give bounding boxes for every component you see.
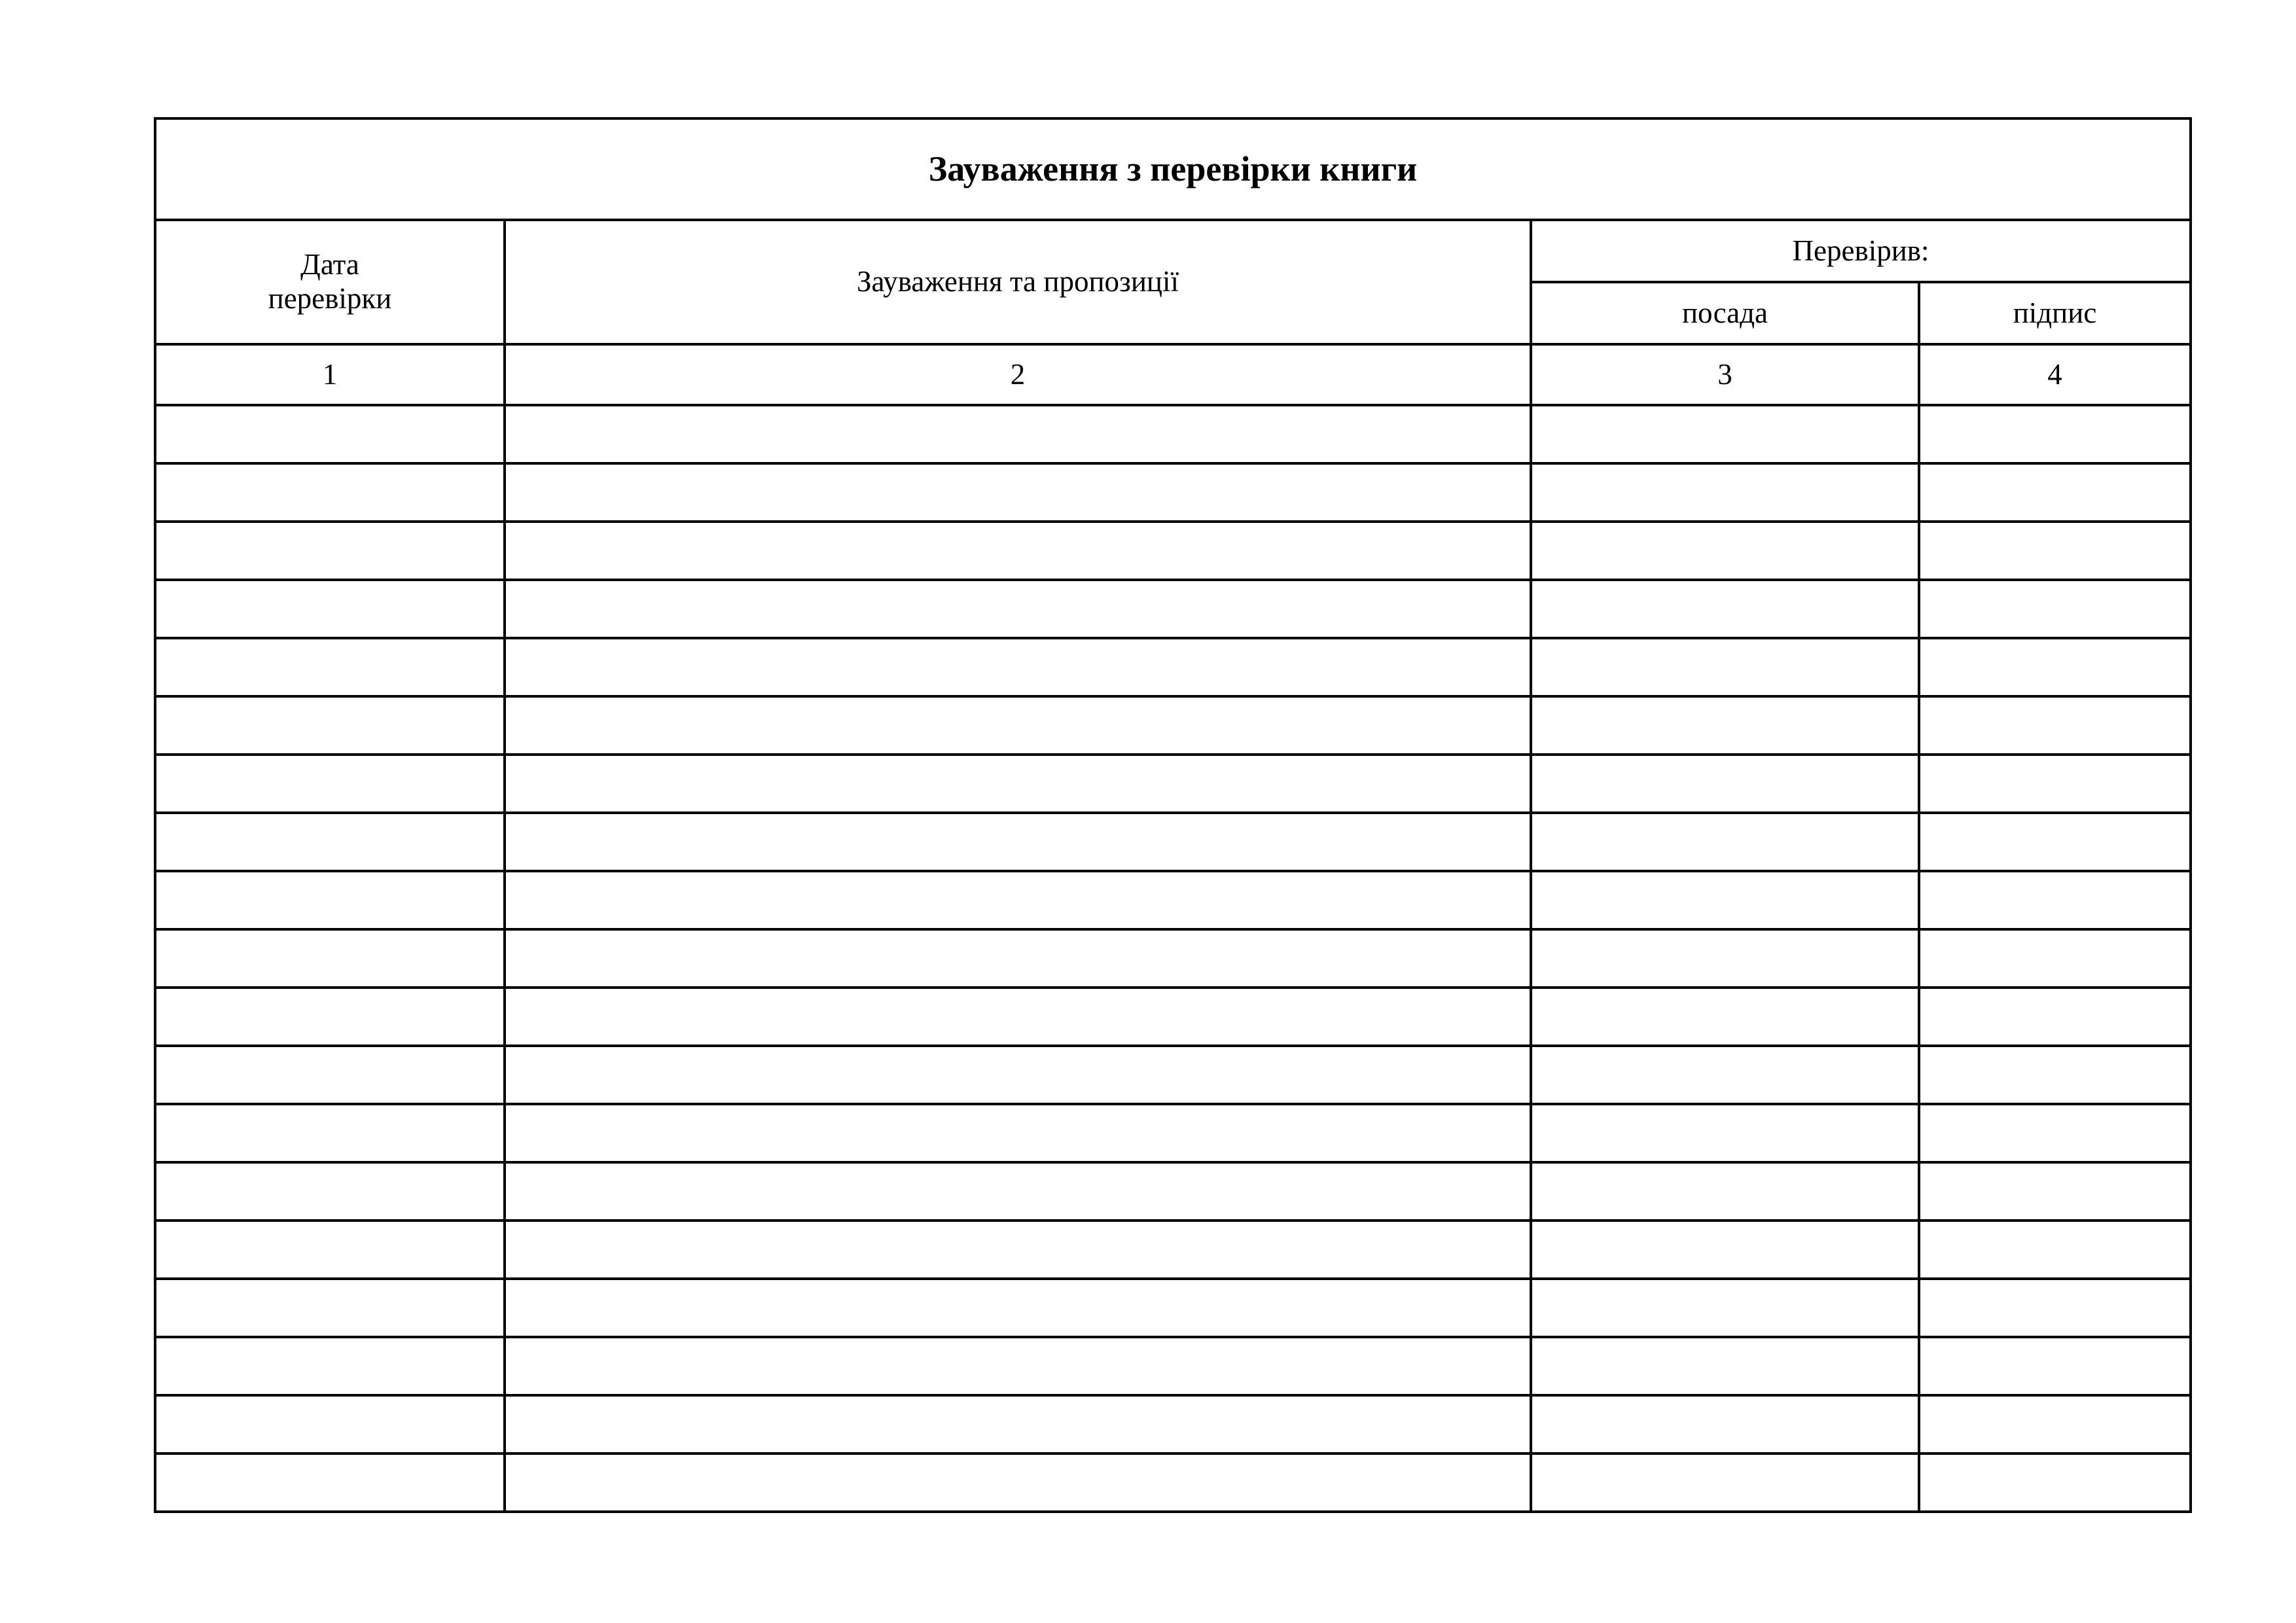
signature-cell[interactable] bbox=[1919, 1104, 2191, 1162]
position-cell[interactable] bbox=[1531, 696, 1919, 755]
position-cell[interactable] bbox=[1531, 1104, 1919, 1162]
signature-cell[interactable] bbox=[1919, 1162, 2191, 1221]
date-cell[interactable] bbox=[155, 1104, 505, 1162]
remarks-form-table bbox=[154, 117, 2192, 1513]
remarks-cell[interactable] bbox=[505, 1279, 1531, 1337]
table-row bbox=[155, 929, 2191, 988]
table-row bbox=[155, 580, 2191, 638]
header-checked-by: Перевірив: bbox=[1531, 220, 2191, 282]
signature-cell[interactable] bbox=[1919, 580, 2191, 638]
date-cell[interactable] bbox=[155, 929, 505, 988]
signature-cell[interactable] bbox=[1919, 755, 2191, 813]
signature-cell[interactable] bbox=[1919, 1046, 2191, 1104]
signature-cell[interactable] bbox=[1919, 1221, 2191, 1279]
signature-cell[interactable] bbox=[1919, 813, 2191, 871]
date-cell[interactable] bbox=[155, 813, 505, 871]
signature-cell[interactable] bbox=[1919, 696, 2191, 755]
remarks-cell[interactable] bbox=[505, 1337, 1531, 1395]
table-row bbox=[155, 522, 2191, 580]
date-cell[interactable] bbox=[155, 1046, 505, 1104]
table-row bbox=[155, 813, 2191, 871]
title-row bbox=[155, 118, 2191, 220]
column-number-4: 4 bbox=[1919, 344, 2191, 405]
date-cell[interactable] bbox=[155, 522, 505, 580]
date-cell[interactable] bbox=[155, 1162, 505, 1221]
position-cell[interactable] bbox=[1531, 463, 1919, 522]
position-cell[interactable] bbox=[1531, 871, 1919, 929]
position-cell[interactable] bbox=[1531, 1162, 1919, 1221]
signature-cell[interactable] bbox=[1919, 988, 2191, 1046]
remarks-cell[interactable] bbox=[505, 522, 1531, 580]
header-remarks: Зауваження та пропозиції bbox=[505, 220, 1531, 344]
header-position: посада bbox=[1531, 282, 1919, 344]
table-row bbox=[155, 1337, 2191, 1395]
remarks-cell[interactable] bbox=[505, 1454, 1531, 1512]
remarks-cell[interactable] bbox=[505, 638, 1531, 696]
signature-cell[interactable] bbox=[1919, 638, 2191, 696]
table-row bbox=[155, 1221, 2191, 1279]
remarks-cell[interactable] bbox=[505, 463, 1531, 522]
column-number-3: 3 bbox=[1531, 344, 1919, 405]
remarks-cell[interactable] bbox=[505, 580, 1531, 638]
position-cell[interactable] bbox=[1531, 813, 1919, 871]
table-row bbox=[155, 1046, 2191, 1104]
date-cell[interactable] bbox=[155, 755, 505, 813]
signature-cell[interactable] bbox=[1919, 871, 2191, 929]
remarks-cell[interactable] bbox=[505, 1221, 1531, 1279]
table-row bbox=[155, 1279, 2191, 1337]
date-cell[interactable] bbox=[155, 580, 505, 638]
signature-cell[interactable] bbox=[1919, 1279, 2191, 1337]
remarks-cell[interactable] bbox=[505, 696, 1531, 755]
position-cell[interactable] bbox=[1531, 405, 1919, 463]
position-cell[interactable] bbox=[1531, 988, 1919, 1046]
table-row bbox=[155, 755, 2191, 813]
date-cell[interactable] bbox=[155, 1395, 505, 1454]
remarks-cell[interactable] bbox=[505, 988, 1531, 1046]
remarks-cell[interactable] bbox=[505, 1104, 1531, 1162]
date-cell[interactable] bbox=[155, 405, 505, 463]
header-row-top bbox=[155, 220, 2191, 282]
form-title: Зауваження з перевірки книги bbox=[155, 118, 2191, 220]
table-row bbox=[155, 638, 2191, 696]
position-cell[interactable] bbox=[1531, 638, 1919, 696]
header-signature: підпис bbox=[1919, 282, 2191, 344]
remarks-cell[interactable] bbox=[505, 1046, 1531, 1104]
table-row bbox=[155, 696, 2191, 755]
table-row bbox=[155, 988, 2191, 1046]
header-date-cell bbox=[155, 220, 505, 344]
position-cell[interactable] bbox=[1531, 1395, 1919, 1454]
table-row bbox=[155, 1104, 2191, 1162]
table-row bbox=[155, 405, 2191, 463]
signature-cell[interactable] bbox=[1919, 929, 2191, 988]
remarks-cell[interactable] bbox=[505, 813, 1531, 871]
position-cell[interactable] bbox=[1531, 580, 1919, 638]
date-cell[interactable] bbox=[155, 1279, 505, 1337]
signature-cell[interactable] bbox=[1919, 463, 2191, 522]
column-number-2: 2 bbox=[505, 344, 1531, 405]
date-cell[interactable] bbox=[155, 1221, 505, 1279]
table-row bbox=[155, 871, 2191, 929]
position-cell[interactable] bbox=[1531, 1046, 1919, 1104]
date-cell[interactable] bbox=[155, 988, 505, 1046]
position-cell[interactable] bbox=[1531, 522, 1919, 580]
position-cell[interactable] bbox=[1531, 755, 1919, 813]
date-cell[interactable] bbox=[155, 696, 505, 755]
date-cell[interactable] bbox=[155, 1337, 505, 1395]
position-cell[interactable] bbox=[1531, 929, 1919, 988]
date-cell[interactable] bbox=[155, 1454, 505, 1512]
position-cell[interactable] bbox=[1531, 1337, 1919, 1395]
date-cell[interactable] bbox=[155, 463, 505, 522]
table-row bbox=[155, 463, 2191, 522]
header-date-line2: перевірки bbox=[268, 282, 392, 315]
date-cell[interactable] bbox=[155, 871, 505, 929]
position-cell[interactable] bbox=[1531, 1279, 1919, 1337]
signature-cell[interactable] bbox=[1919, 1337, 2191, 1395]
column-number-row bbox=[155, 344, 2191, 405]
remarks-cell[interactable] bbox=[505, 755, 1531, 813]
header-date-line1: Дата bbox=[300, 248, 359, 281]
column-number-1: 1 bbox=[155, 344, 505, 405]
remarks-cell[interactable] bbox=[505, 405, 1531, 463]
signature-cell[interactable] bbox=[1919, 1454, 2191, 1512]
position-cell[interactable] bbox=[1531, 1221, 1919, 1279]
table-row bbox=[155, 1454, 2191, 1512]
signature-cell[interactable] bbox=[1919, 405, 2191, 463]
remarks-cell[interactable] bbox=[505, 1395, 1531, 1454]
table-row bbox=[155, 1395, 2191, 1454]
remarks-cell[interactable] bbox=[505, 871, 1531, 929]
table-row bbox=[155, 1162, 2191, 1221]
signature-cell[interactable] bbox=[1919, 1395, 2191, 1454]
position-cell[interactable] bbox=[1531, 1454, 1919, 1512]
date-cell[interactable] bbox=[155, 638, 505, 696]
remarks-cell[interactable] bbox=[505, 929, 1531, 988]
signature-cell[interactable] bbox=[1919, 522, 2191, 580]
remarks-cell[interactable] bbox=[505, 1162, 1531, 1221]
